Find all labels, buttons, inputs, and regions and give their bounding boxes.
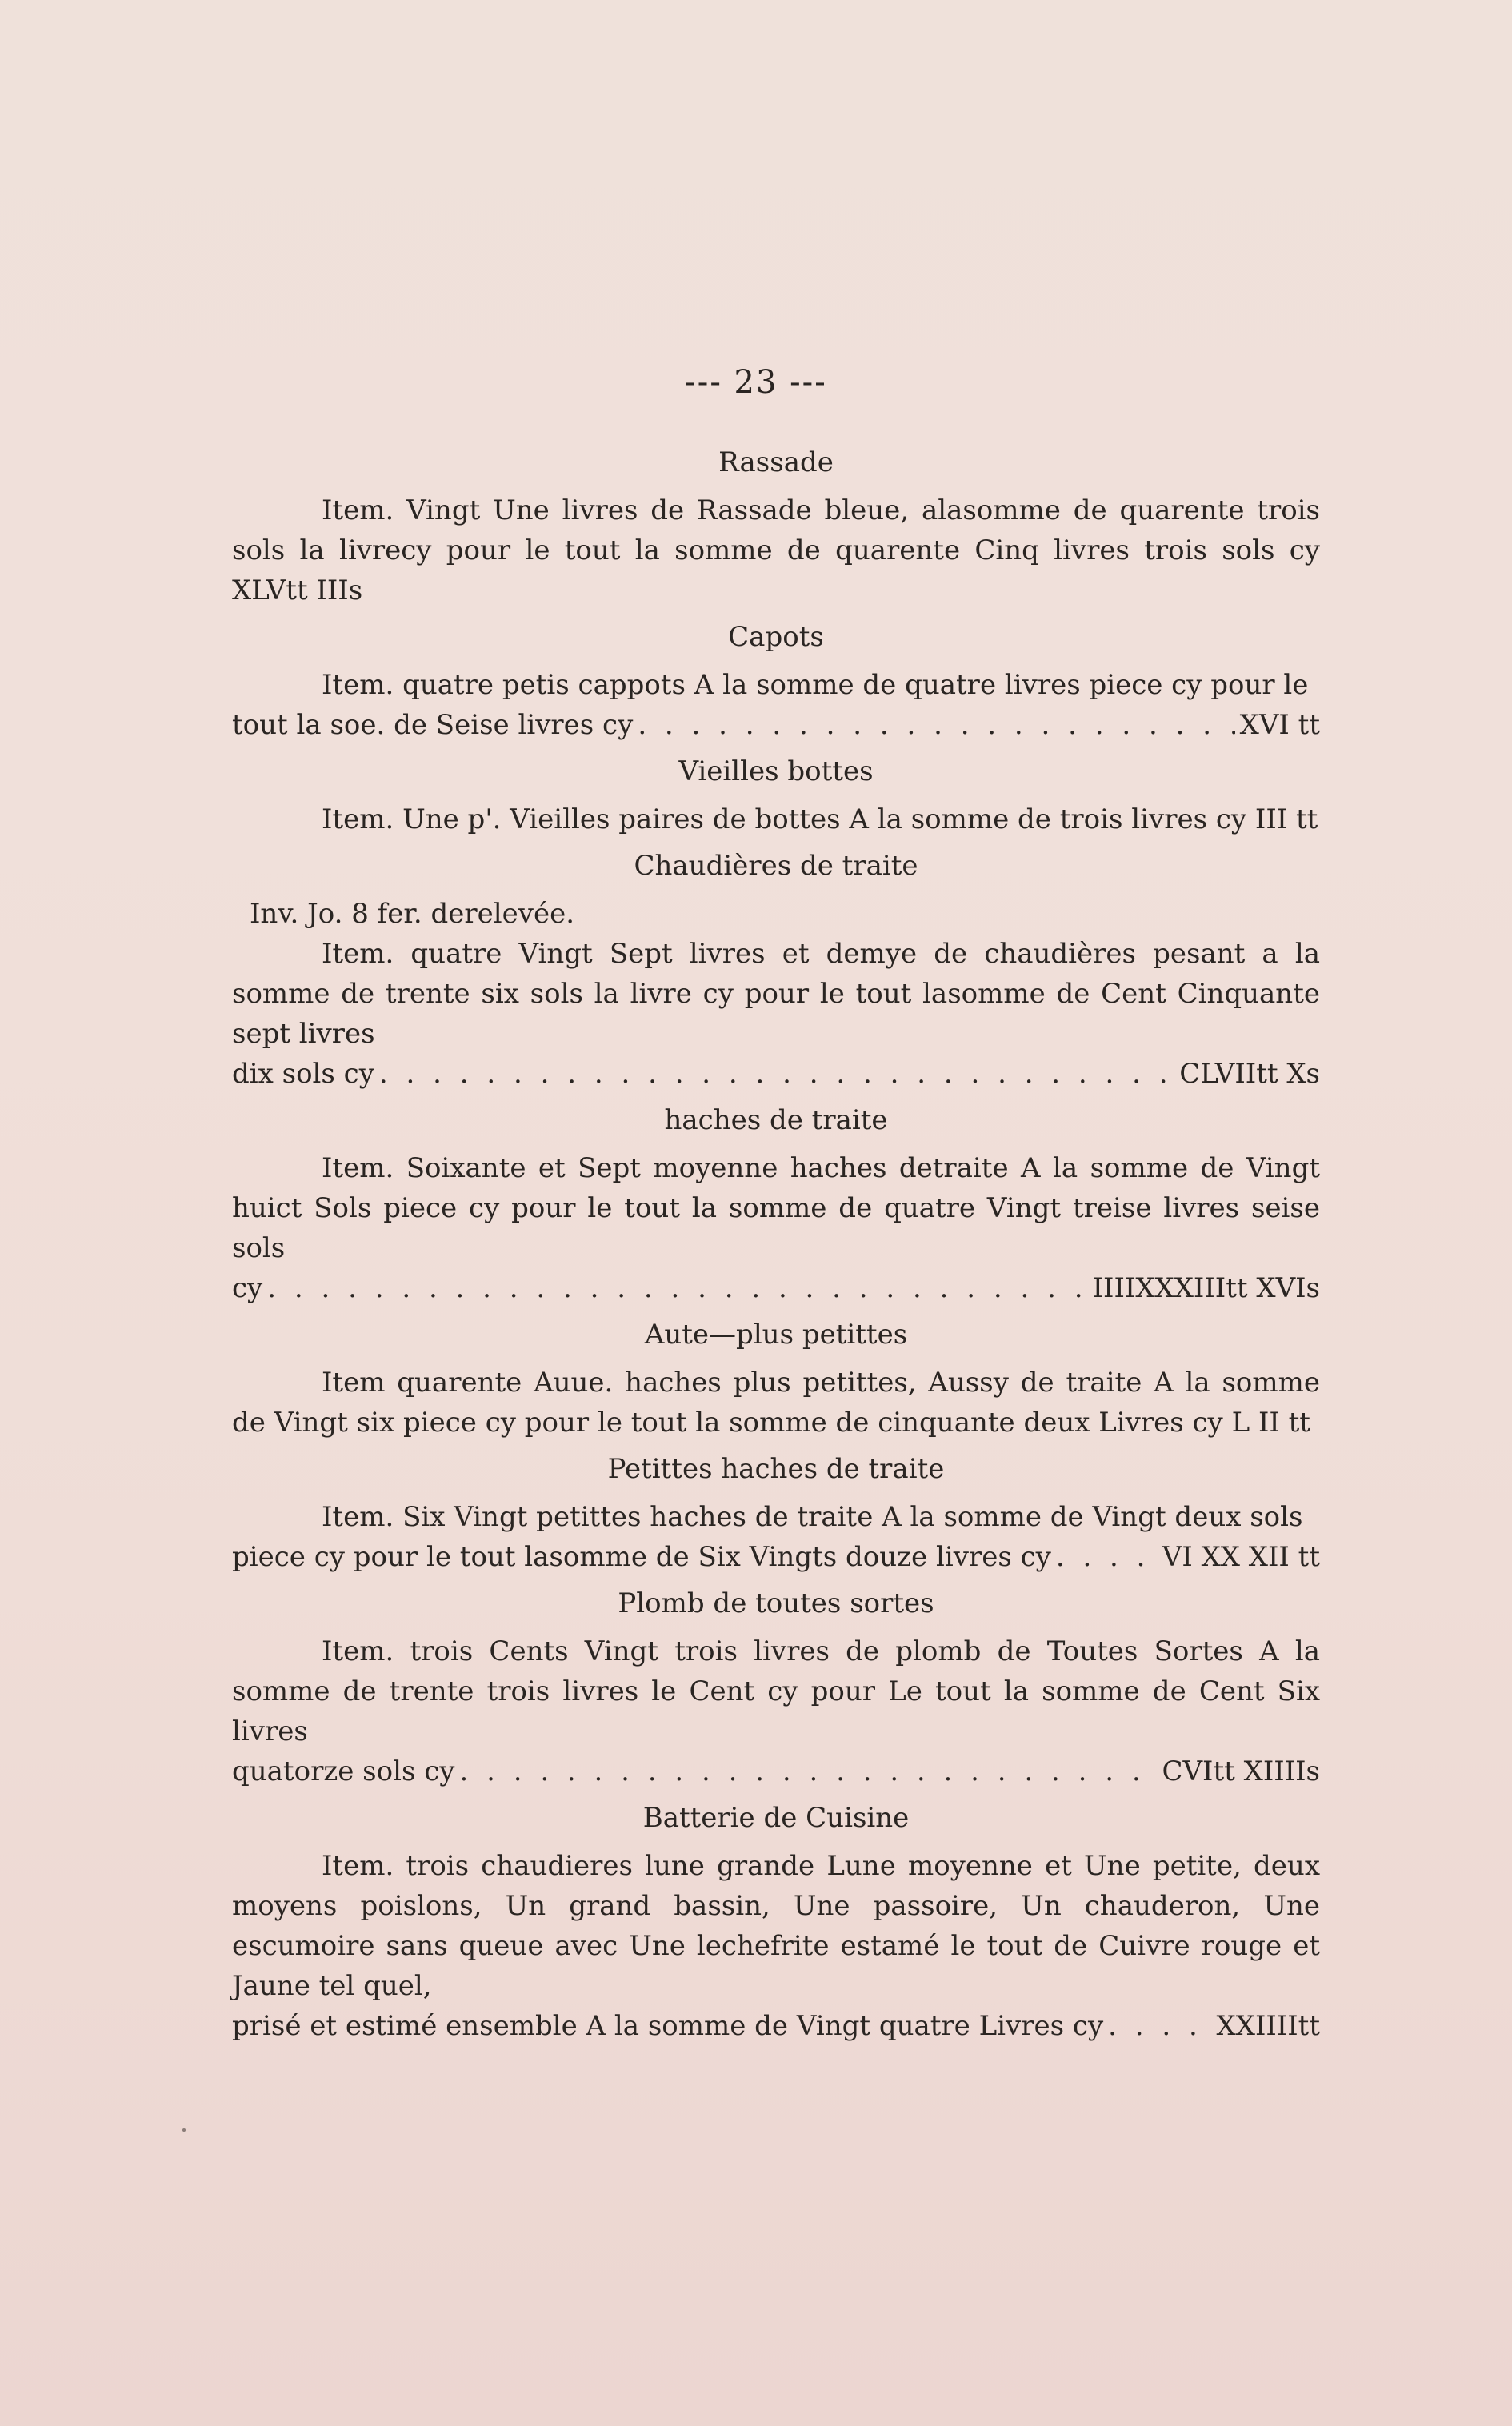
entry-plomb <box>232 1631 1320 1791</box>
entry-amount: CVItt XIIIIs <box>1162 1755 1320 1787</box>
entry-batterie <box>232 1846 1320 2046</box>
entry-rassade <box>232 490 1320 611</box>
entry-petittes-haches <box>232 1497 1320 1577</box>
section-heading-chaudieres: Chaudières de traite <box>634 850 918 882</box>
entry-amount: IIIIXXXIIItt XVIs <box>1092 1272 1320 1304</box>
entry-amount: CLVIItt Xs <box>1179 1058 1320 1090</box>
entry-lead: piece cy pour le tout lasomme de Six Vingts douze livres cy <box>232 1541 1051 1573</box>
entry-amount: VI XX XII tt <box>1162 1541 1320 1573</box>
section-heading-vieilles-bottes: Vieilles bottes <box>678 755 874 787</box>
entry-plus-petittes <box>232 1363 1320 1443</box>
entry-text: Item. quatre Vingt Sept livres et demye de chaudières pesant a la somme de trente six sols la livre cy pour le tout lasomme de Cent Cinquante sept livres <box>232 938 1320 1050</box>
inventory-note: Inv. Jo. 8 fer. derelevée. <box>250 898 575 930</box>
dot-leader <box>1108 2006 1211 2046</box>
section-heading-petittes-haches: Petittes haches de traite <box>607 1453 945 1485</box>
dot-leader <box>459 1751 1157 1791</box>
section-heading-rassade: Rassade <box>718 446 834 478</box>
paper-speck <box>182 2128 186 2132</box>
entry-total-line <box>232 1054 1320 1094</box>
entry-total-line <box>232 1751 1320 1791</box>
entry-text: Item. Une p'. Vieilles paires de bottes A la somme de trois livres cy III tt <box>322 803 1318 835</box>
page-number: --- 23 --- <box>685 364 827 401</box>
entry-text: Item quarente Auue. haches plus petittes, Aussy de traite A la somme de Vingt six piece cy pour le tout la somme de cinquante deux Livres cy L II tt <box>232 1367 1320 1439</box>
entry-capots <box>232 665 1320 745</box>
entry-lead: quatorze sols cy <box>232 1755 455 1787</box>
entry-total-line <box>232 2006 1320 2046</box>
dot-leader <box>267 1268 1087 1308</box>
entry-text: Item. trois chaudieres lune grande Lune moyenne et Une petite, deux moyens poislons, Un grand bassin, Une passoire, Un chauderon, Une escumoire sans queue avec Une lechefrite estamé le tout de Cuivre rouge et Jaune tel quel, <box>232 1850 1320 2002</box>
inventory-content <box>232 436 1320 2052</box>
entry-lead: tout la soe. de Seise livres cy <box>232 709 634 741</box>
entry-amount: XVI tt <box>1239 709 1320 741</box>
section-heading-plus-petittes: Aute—plus petittes <box>644 1319 908 1351</box>
entry-text: Item. Six Vingt petittes haches de traite A la somme de Vingt deux sols <box>322 1501 1303 1533</box>
entry-total-line <box>232 1537 1320 1577</box>
entry-text: Item. trois Cents Vingt trois livres de plomb de Toutes Sortes A la somme de trente trois livres le Cent cy pour Le tout la somme de Cent Six livres <box>232 1635 1320 1747</box>
dot-leader <box>1056 1537 1158 1577</box>
entry-amount: XXIIIItt <box>1216 2010 1320 2042</box>
entry-total-line <box>232 705 1320 745</box>
dot-leader <box>379 1054 1174 1094</box>
entry-text: Item. quatre petis cappots A la somme de quatre livres piece cy pour le <box>322 669 1309 701</box>
entry-chaudieres <box>232 894 1320 1094</box>
entry-haches <box>232 1148 1320 1308</box>
entry-lead: cy <box>232 1272 263 1304</box>
section-heading-batterie: Batterie de Cuisine <box>642 1802 910 1834</box>
section-heading-plomb: Plomb de toutes sortes <box>618 1587 934 1619</box>
entry-lead: prisé et estimé ensemble A la somme de Vingt quatre Livres cy <box>232 2010 1104 2042</box>
entry-text: Item. Soixante et Sept moyenne haches detraite A la somme de Vingt huict Sols piece cy pour le tout la somme de quatre Vingt treise livres seise sols <box>232 1152 1320 1264</box>
entry-vieilles-bottes <box>232 799 1320 839</box>
section-heading-capots: Capots <box>728 621 824 653</box>
section-heading-haches: haches de traite <box>664 1104 888 1136</box>
entry-total-line <box>232 1268 1320 1308</box>
dot-leader <box>638 705 1234 745</box>
entry-lead: dix sols cy <box>232 1058 374 1090</box>
entry-text: Item. Vingt Une livres de Rassade bleue, alasomme de quarente trois sols la livrecy pour le tout la somme de quarente Cinq livres trois sols cy XLVtt IIIs <box>232 494 1320 606</box>
